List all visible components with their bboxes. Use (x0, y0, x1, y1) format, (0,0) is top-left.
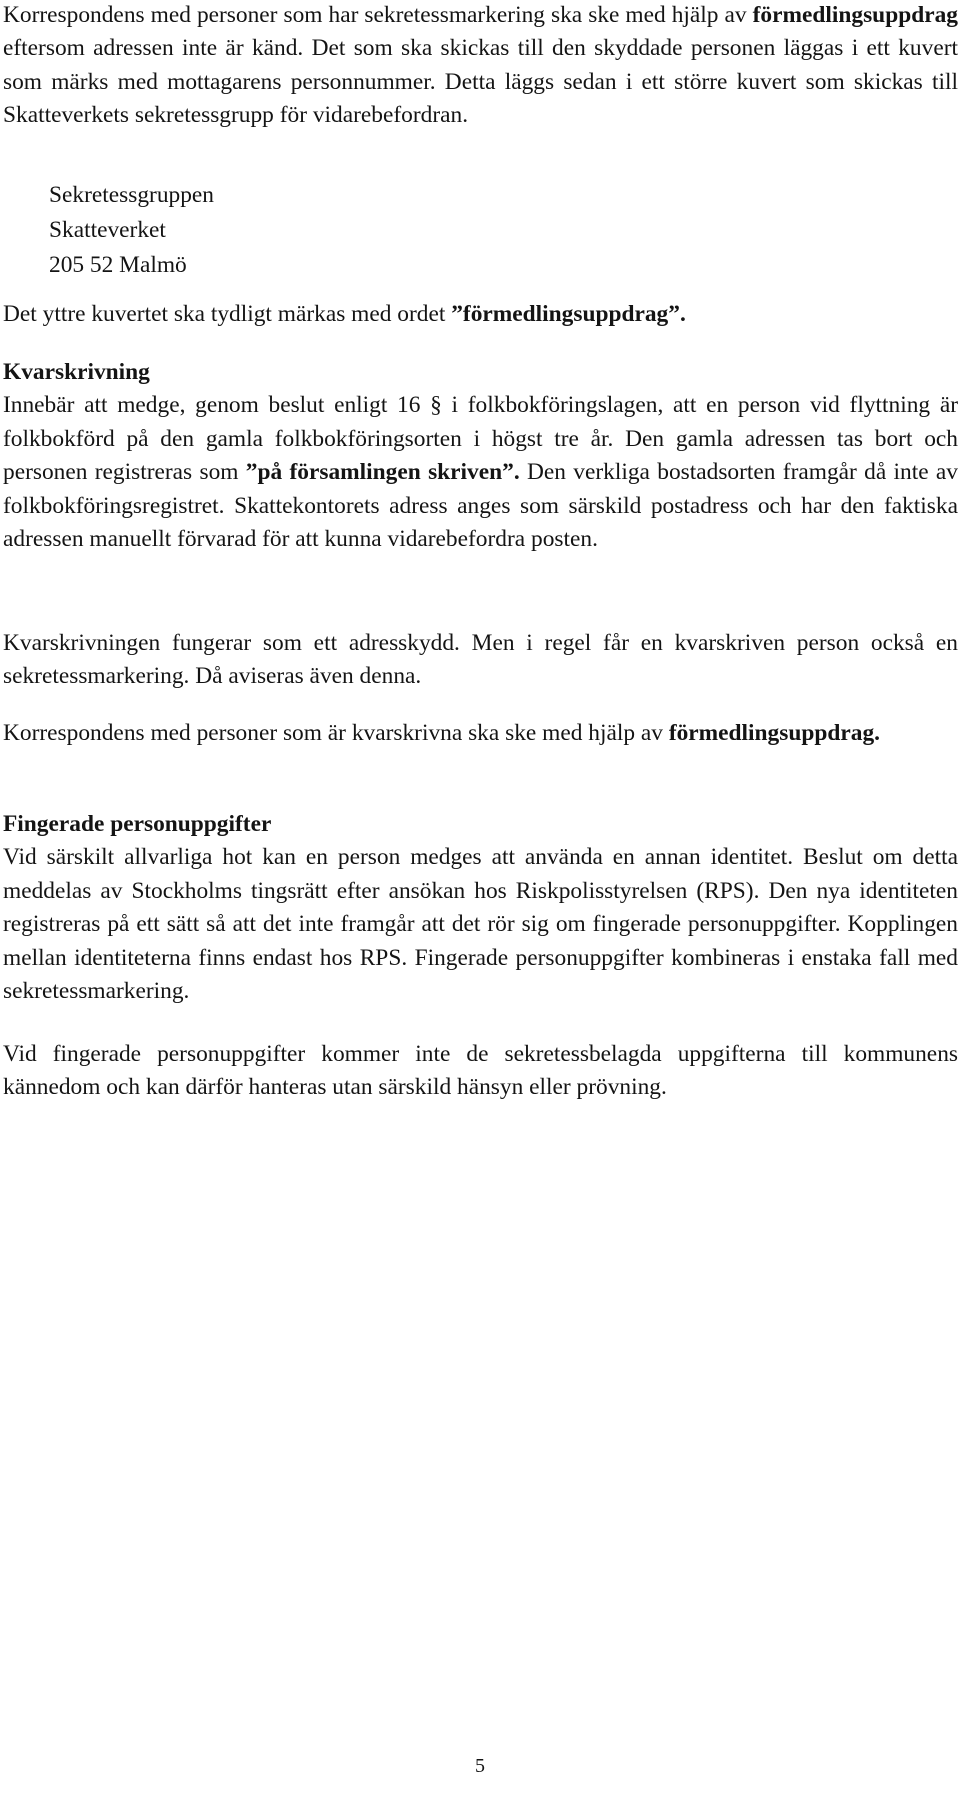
text-span: Korrespondens med personer som är kvarskrivna ska ske med hjälp av (3, 720, 669, 746)
kvarskrivning-section (3, 356, 958, 556)
intro-section (3, 0, 958, 133)
bold-term: ”förmedlingsuppdrag”. (451, 301, 686, 327)
section-heading: Fingerade personuppgifter (3, 811, 272, 837)
paragraph-adresskydd: Kvarskrivningen fungerar som ett adresskydd. Men i regel får en kvarskriven person också en sekretessmarkering. Då aviseras även denna. (3, 630, 958, 690)
kvarskrivning-adresskydd (3, 627, 958, 694)
text-span: eftersom adressen inte är känd. Det som ska skickas till den skyddade personen läggas i ett kuvert som märks med mottagarens personnummer. Detta läggs sedan i ett större kuvert som skickas till Skatteverkets sekretessgrupp för vidarebefordran. (3, 35, 958, 129)
bold-term: förmedlingsuppdrag (752, 2, 958, 28)
page-number: 5 (475, 1755, 485, 1777)
text-span: Det yttre kuvertet ska tydligt märkas med ordet (3, 301, 452, 327)
address-line: Sekretessgruppen (49, 182, 214, 208)
text-span: Korrespondens med personer som har sekretessmarkering ska ske med hjälp av (3, 2, 753, 28)
fingerade-section (3, 808, 958, 1008)
paragraph-kvarskriven-correspondence (3, 717, 958, 750)
bold-term: ”på församlingen skriven”. (245, 459, 520, 486)
kvarskrivning-correspondence (3, 717, 958, 750)
fingerade-followup (3, 1038, 958, 1105)
paragraph-fingerade-definition: Vid särskilt allvarliga hot kan en person medges att använda en annan identitet. Beslut om detta meddelas av Stockholms tingsrätt efter ansökan hos Riskpolisstyrelsen (RPS). Den nya identiteten registreras på ett sätt så att det inte framgår att det rör sig om fingerade personuppgifter. Kopplingen mellan identiteterna finns endast hos RPS. Fingerade personuppgifter kombineras i enstaka fall med sekretessmarkering. (3, 844, 958, 1005)
address-line: 205 52 Malmö (49, 252, 187, 278)
bold-term: förmedlingsuppdrag. (668, 720, 881, 746)
paragraph-fingerade-handling: Vid fingerade personuppgifter kommer inte de sekretessbelagda uppgifterna till kommunens kännedom och kan därför hanteras utan särskild hänsyn eller prövning. (3, 1041, 958, 1101)
paragraph-sekretess-correspondence (3, 0, 958, 133)
paragraph-kvarskrivning-definition (3, 389, 958, 556)
outer-envelope-section (3, 298, 958, 331)
paragraph-outer-envelope (3, 298, 958, 331)
address-block (49, 178, 649, 283)
address-line: Skatteverket (49, 217, 166, 243)
text-span: Den verkliga bostadsorten framgår då inte av folkbokföringsregistret. Skattekontorets adress anges som särskild postadress och har den faktiska adressen manuellt förvarad för att kunna vidarebefordra posten. (3, 459, 958, 553)
section-heading: Kvarskrivning (3, 359, 150, 385)
text-span: Innebär att medge, genom beslut enligt 16 § i folkbokföringslagen, att en person vid flyttning är folkbokförd på den gamla folkbokföringsorten i högst tre år. Den gamla adressen tas bort och personen registreras som (3, 392, 958, 486)
